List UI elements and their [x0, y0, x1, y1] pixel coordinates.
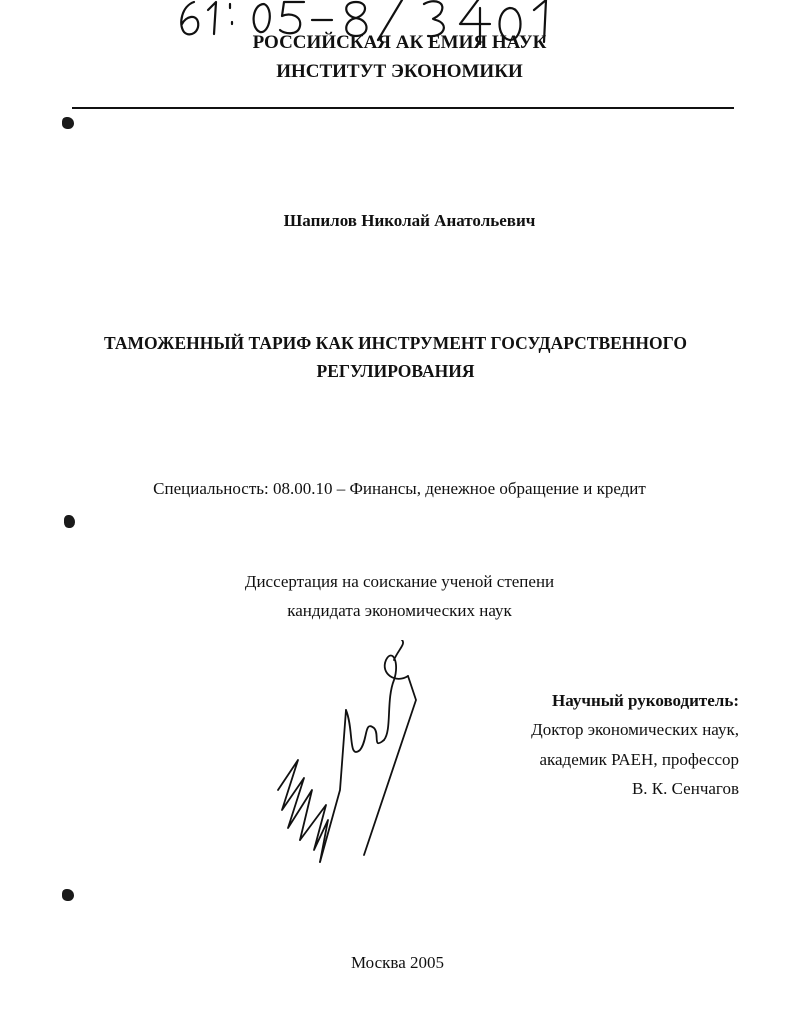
- supervisor-block: [531, 686, 739, 803]
- degree-statement: [0, 567, 799, 625]
- supervisor-degree: Доктор экономических наук,: [531, 720, 739, 740]
- binding-hole-mark: [64, 515, 75, 528]
- specialty-line: Специальность: 08.00.10 – Финансы, денежное обращение и кредит: [153, 479, 646, 498]
- dissertation-title: [0, 329, 795, 385]
- supervisor-name: В. К. Сенчагов: [631, 778, 739, 798]
- author-signature: [268, 640, 428, 865]
- city-year: Москва 2005: [350, 953, 445, 972]
- title-line: ТАМОЖЕННЫЙ ТАРИФ КАК ИНСТРУМЕНТ ГОСУДАРСТВЕННОГО: [104, 333, 687, 353]
- institute-name: ИНСТИТУТ ЭКОНОМИКИ: [276, 61, 523, 82]
- author-name: Шапилов Николай Анатольевич: [283, 211, 536, 230]
- degree-line: кандидата экономических наук: [287, 601, 512, 620]
- title-line: РЕГУЛИРОВАНИЯ: [316, 361, 475, 381]
- supervisor-heading: Научный руководитель:: [552, 691, 739, 710]
- institution-name: РОССИЙСКАЯ АК ЕМИЯ НАУК: [252, 32, 547, 53]
- binding-hole-mark: [62, 117, 74, 129]
- header-divider: [72, 107, 734, 109]
- degree-line: Диссертация на соискание ученой степени: [244, 572, 555, 591]
- supervisor-titles: академик РАЕН, профессор: [539, 749, 739, 769]
- binding-hole-mark: [62, 889, 74, 901]
